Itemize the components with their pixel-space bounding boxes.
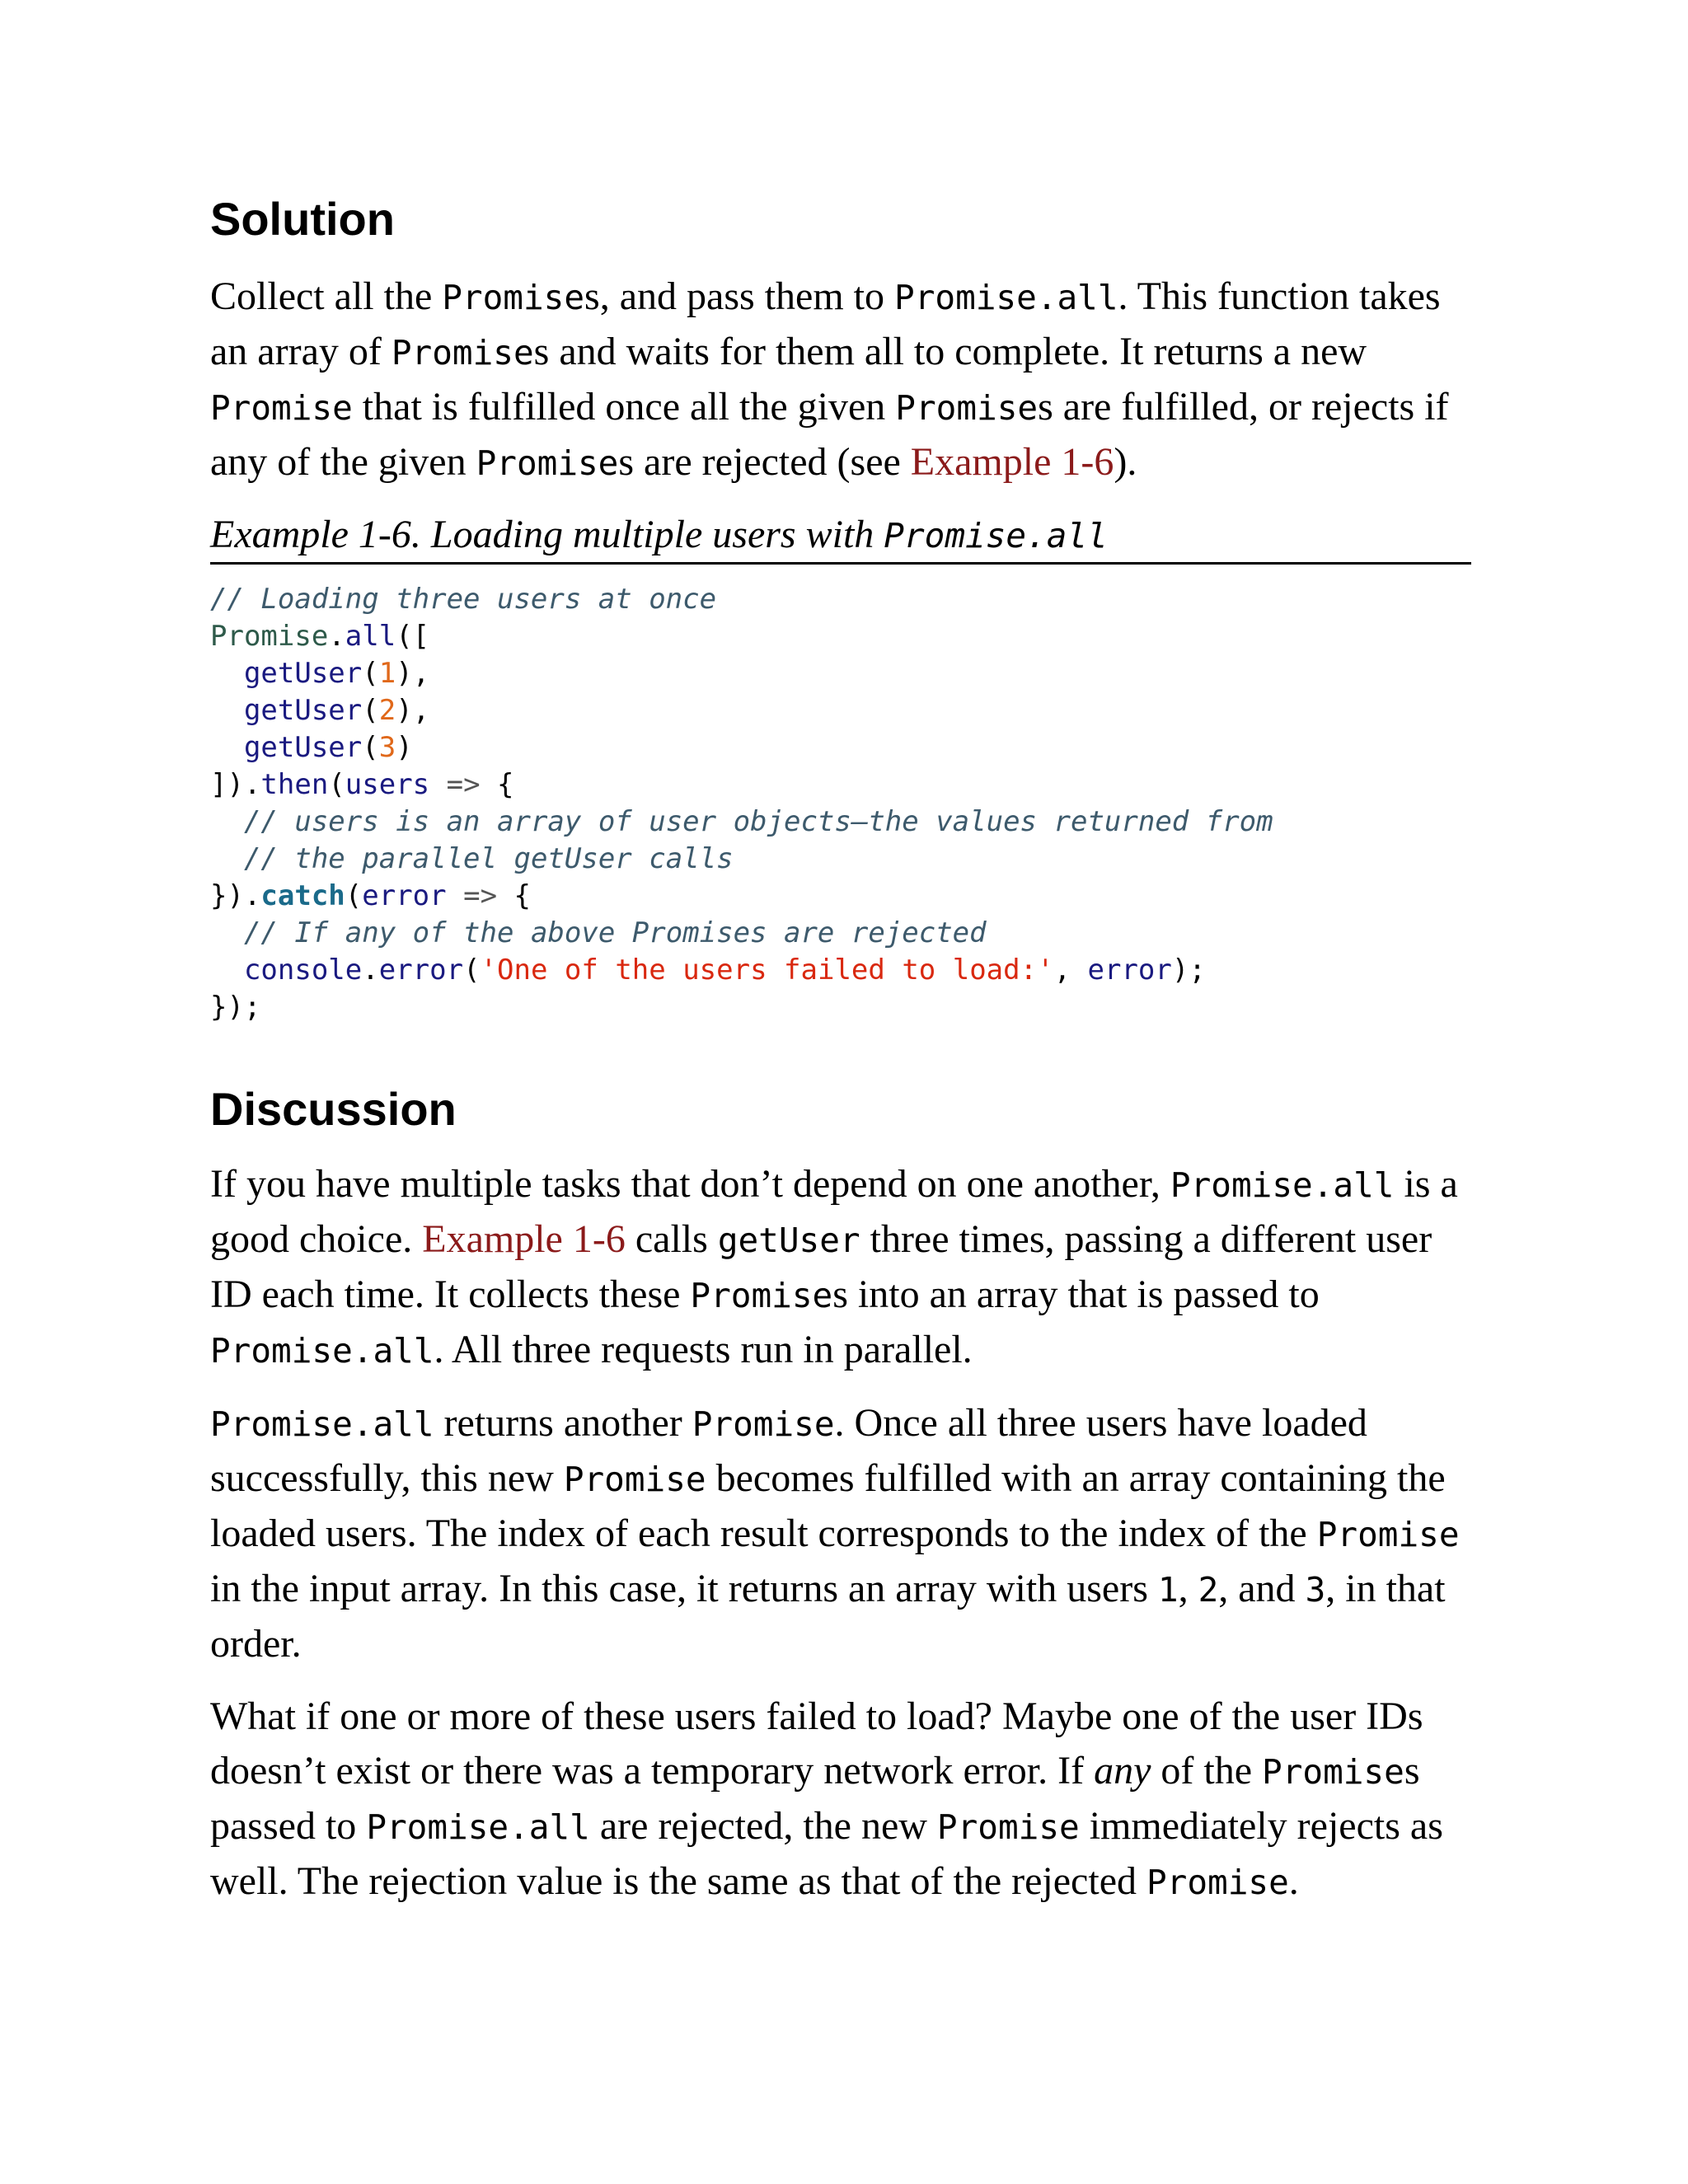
code-line: [210, 878, 1471, 915]
inline-code: Promise: [1316, 1515, 1460, 1555]
code-token: (: [463, 953, 481, 987]
code-line: [210, 989, 1471, 1026]
code-token: (: [362, 693, 379, 727]
code-token: then: [260, 767, 329, 801]
text-run: . Once all three users have loaded successfully, this new: [210, 1401, 1367, 1501]
code-token: console: [243, 953, 363, 987]
code-token: error: [378, 953, 464, 987]
code-token: ([: [396, 619, 430, 653]
inline-code: Promise.all: [210, 1404, 434, 1445]
code-token: {: [497, 767, 514, 801]
code-token: // Loading three users at once: [210, 582, 717, 616]
text-run: of the: [1151, 1749, 1263, 1793]
text-run: s passed to: [210, 1749, 1420, 1849]
code-token: ,: [1053, 953, 1088, 987]
code-token: // the parallel getUser calls: [243, 841, 734, 875]
code-line: [210, 804, 1471, 841]
document-page: [210, 194, 1471, 1928]
code-line: [210, 952, 1471, 989]
code-line: [210, 729, 1471, 766]
inline-code: 1: [1157, 1570, 1179, 1610]
text-run: Collect all the: [210, 274, 443, 318]
code-token: );: [1171, 953, 1206, 987]
code-line: [210, 841, 1471, 878]
code-line: [210, 655, 1471, 692]
code-token: ),: [396, 693, 430, 727]
code-token: [210, 954, 244, 987]
text-run: are rejected, the new: [589, 1804, 937, 1849]
text-run: s are fulfilled, or rejects if any of the given: [210, 384, 1449, 484]
code-token: error: [1087, 953, 1172, 987]
inline-code: Promise.all: [894, 277, 1118, 317]
code-token: .: [328, 619, 345, 653]
inline-code: Promise.all: [366, 1807, 590, 1848]
code-token: getUser: [243, 656, 363, 690]
code-token: getUser: [243, 693, 363, 727]
text-run: calls: [625, 1217, 718, 1262]
text-run: becomes fulfilled with an array containing the loaded users. The index of each result corresponds to the index of the: [210, 1456, 1446, 1556]
code-token: ]).: [210, 767, 261, 801]
discussion-paragraph-1: [210, 1157, 1471, 1378]
code-token: [210, 657, 244, 690]
code-token: 2: [378, 693, 396, 727]
text-run: What if one or more of these users failed to load? Maybe one of the user IDs doesn’t exist or there was a temporary network error. If: [210, 1694, 1423, 1793]
code-line: [210, 766, 1471, 804]
inline-code: Promise: [1146, 1863, 1289, 1903]
text-run: s, and pass them to: [584, 274, 895, 318]
discussion-paragraph-3: [210, 1690, 1471, 1910]
text-run: . This function takes an array of: [210, 274, 1441, 373]
text-run: returns another: [434, 1401, 692, 1446]
code-token: (: [362, 730, 379, 764]
solution-paragraph: [210, 269, 1471, 490]
text-run: , in that order.: [210, 1567, 1446, 1666]
example-link[interactable]: Example 1-6: [422, 1217, 626, 1262]
code-token: 3: [378, 730, 396, 764]
code-token: Promise: [210, 619, 329, 653]
code-token: ),: [396, 656, 430, 690]
example-caption-text: Example 1-6. Loading multiple users with: [210, 512, 884, 556]
code-token: [210, 731, 244, 764]
text-run: ).: [1114, 439, 1137, 484]
inline-code: Promise: [1262, 1752, 1404, 1793]
inline-code: Promise: [936, 1807, 1080, 1848]
code-line: [210, 915, 1471, 952]
code-token: {: [513, 879, 531, 912]
example-link[interactable]: Example 1-6: [910, 439, 1114, 484]
code-token: ): [396, 730, 413, 764]
inline-code: Promise: [692, 1404, 835, 1445]
code-token: [210, 694, 244, 727]
code-token: (: [362, 656, 379, 690]
inline-code: Promise: [210, 387, 353, 428]
code-token: .: [362, 953, 379, 987]
text-run: in the input array. In this case, it returns an array with users: [210, 1567, 1158, 1611]
text-run: .: [1288, 1859, 1299, 1904]
inline-code: Promise.all: [1170, 1165, 1395, 1206]
code-token: getUser: [243, 730, 363, 764]
code-token: (: [328, 767, 345, 801]
text-run: is a good choice.: [210, 1162, 1458, 1262]
code-token: }).: [210, 879, 261, 912]
inline-code: Promise: [895, 387, 1039, 428]
text-run: ,: [1178, 1567, 1198, 1611]
code-token: users: [345, 767, 430, 801]
emphasis-text: any: [1094, 1749, 1151, 1793]
code-token: [210, 805, 244, 838]
code-token: [210, 842, 244, 875]
code-token: // users is an array of user objects—the values returned from: [243, 804, 1273, 838]
code-token: // If any of the above Promises are rejected: [243, 916, 987, 949]
inline-code: getUser: [717, 1221, 860, 1261]
inline-code: Promise: [442, 277, 585, 317]
code-token: (: [345, 879, 363, 912]
example-caption-code: Promise.all: [884, 515, 1108, 555]
code-token: });: [210, 990, 261, 1024]
text-run: . All three requests run in parallel.: [434, 1328, 973, 1372]
example-caption: [210, 510, 1471, 565]
discussion-heading: Discussion: [210, 1082, 457, 1135]
code-token: 1: [378, 656, 396, 690]
inline-code: 3: [1305, 1570, 1326, 1610]
text-run: s and waits for them all to complete. It returns a new: [533, 329, 1367, 373]
code-token: [210, 916, 244, 949]
inline-code: 2: [1198, 1570, 1219, 1610]
code-token: error: [362, 879, 447, 912]
inline-code: Promise: [476, 443, 619, 483]
code-line: [210, 692, 1471, 729]
code-token: all: [345, 619, 396, 653]
code-token: =>: [446, 879, 514, 912]
code-token: catch: [260, 879, 345, 912]
code-block: [210, 581, 1471, 1026]
solution-heading: Solution: [210, 193, 395, 245]
text-run: s into an array that is passed to: [832, 1272, 1320, 1317]
text-run: immediately rejects as well. The rejection value is the same as that of the rejected: [210, 1804, 1443, 1904]
code-line: [210, 581, 1471, 618]
text-run: , and: [1218, 1567, 1306, 1611]
inline-code: Promise: [563, 1460, 706, 1500]
code-token: =>: [429, 767, 498, 801]
code-token: 'One of the users failed to load:': [480, 953, 1054, 987]
inline-code: Promise: [391, 332, 534, 373]
inline-code: Promise: [690, 1276, 833, 1316]
text-run: that is fulfilled once all the given: [352, 384, 896, 429]
inline-code: Promise.all: [210, 1331, 434, 1371]
discussion-paragraph-2: [210, 1396, 1471, 1671]
text-run: three times, passing a different user ID each time. It collects these: [210, 1217, 1432, 1317]
text-run: If you have multiple tasks that don’t depend on one another,: [210, 1162, 1170, 1207]
text-run: s are rejected (see: [618, 439, 911, 484]
code-line: [210, 618, 1471, 655]
